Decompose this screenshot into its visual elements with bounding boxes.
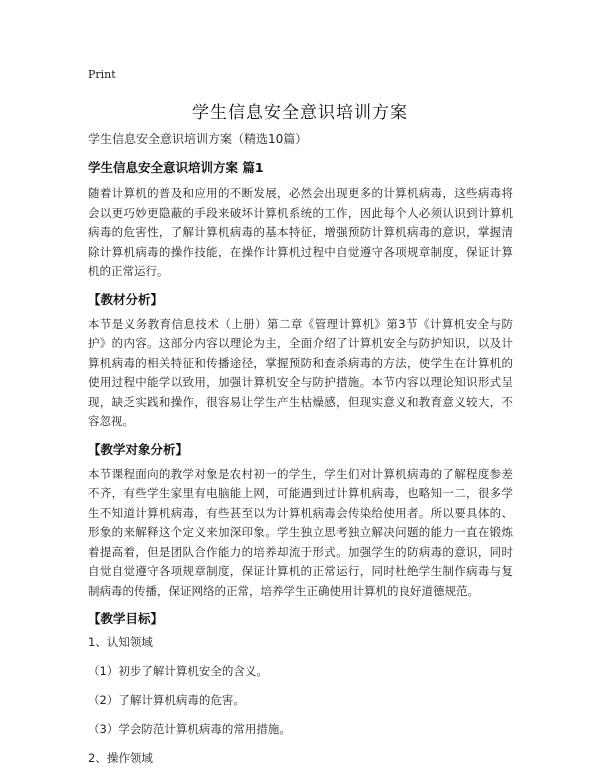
section-heading-textbook: 【教材分析】	[88, 291, 164, 307]
intro-paragraph: 随着计算机的普及和应用的不断发展，必然会出现更多的计算机病毒，这些病毒将会以更巧妙更隐蔽的手段来破坏计算机系统的工作，因此每个人必须认识到计算机病毒的危害性，了解计算机病毒的基本特征，增强预防计算机病毒的意识，掌握清除计算机病毒的操作技能，在操作计算机过程中自觉遵守各项规章制度，保证计算机的正常运行。	[88, 186, 513, 278]
section-text-audience: 本节课程面向的教学对象是农村初一的学生，学生们对计算机病毒的了解程度参差不齐，有些学生家里有电脑能上网，可能遇到过计算机病毒，也略知一二，很多学生不知道计算机病毒，有些甚至以为计算机病毒会传染给使用者。所以要具体的、形象的来解释这个定义来加深印象。学生独立思考独立解决问题的能力一直在锻炼着提高着，但是团队合作能力的培养却流于形式。加强学生的防病毒的意识，同时自觉自觉遵守各项规章制度，保证计算机的正常运行，同时杜绝学生制作病毒与复制病毒的传播，保证网络的正常，培养学生正确使用计算机的良好道德规范。	[88, 466, 513, 598]
goal-item: （3）学会防范计算机病毒的常用措施。	[88, 722, 291, 736]
article-heading: 学生信息安全意识培训方案 篇1	[88, 160, 264, 175]
section-text-textbook: 本节是义务教育信息技术（上册）第二章《管理计算机》第3节《计算机安全与防护》的内容。这部分内容以理论为主，全面介绍了计算机安全与防护知识，以及计算机病毒的相关特征和传播途径，掌握预防和查杀病毒的方法，使学生在计算机的使用过程中能学以致用，加强计算机安全与防护措施。本节内容以理论知识形式呈现，缺乏实践和操作，很容易让学生产生枯燥感，但现实意义和教育意义较大，不容忽视。	[88, 316, 513, 428]
goal-category-cognitive: 1、认知领域	[88, 635, 153, 649]
document-subtitle: 学生信息安全意识培训方案（精选10篇）	[88, 132, 308, 146]
goal-category-operation: 2、操作领域	[88, 751, 153, 765]
goal-item: （2）了解计算机病毒的危害。	[88, 693, 245, 707]
document-body	[88, 130, 513, 779]
section-heading-audience: 【教学对象分析】	[88, 441, 189, 457]
document-title: 学生信息安全意识培训方案	[192, 103, 408, 123]
goal-item: （1）初步了解计算机安全的含义。	[88, 664, 268, 678]
section-heading-goals: 【教学目标】	[88, 611, 164, 626]
print-link[interactable]: Print	[88, 68, 116, 81]
